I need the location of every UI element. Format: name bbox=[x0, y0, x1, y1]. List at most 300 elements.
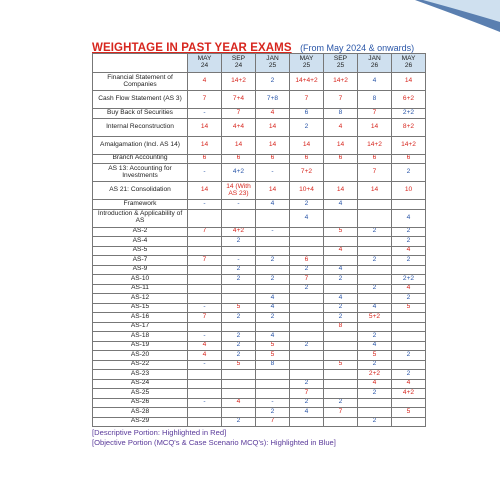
objective-mark: 2 bbox=[304, 398, 309, 406]
weightage-cell bbox=[222, 237, 256, 247]
weightage-cell bbox=[392, 360, 426, 370]
descriptive-mark: 6+2 bbox=[402, 95, 415, 103]
weightage-cell bbox=[188, 398, 222, 408]
descriptive-mark: 6 bbox=[270, 154, 275, 162]
weightage-cell bbox=[358, 275, 392, 285]
objective-mark: 7+8 bbox=[266, 95, 279, 103]
objective-mark: 2 bbox=[406, 293, 411, 301]
descriptive-mark: 5 bbox=[406, 303, 411, 311]
legend-descriptive: [Descriptive Portion: Highlighted in Red] bbox=[92, 428, 227, 437]
column-header-year: 24 bbox=[200, 62, 209, 69]
weightage-cell bbox=[358, 227, 392, 237]
topic-cell: Amalgamation (Incl. AS 14) bbox=[93, 136, 188, 154]
weightage-cell bbox=[358, 303, 392, 313]
weightage-cell bbox=[256, 408, 290, 418]
topic-cell: AS-23 bbox=[93, 370, 188, 380]
table-row bbox=[93, 313, 426, 323]
weightage-cell bbox=[222, 389, 256, 399]
weightage-cell bbox=[358, 332, 392, 342]
weightage-cell bbox=[256, 379, 290, 389]
descriptive-mark: 7 bbox=[304, 95, 309, 103]
objective-mark: 2 bbox=[372, 284, 377, 292]
objective-mark: 4 bbox=[270, 293, 275, 301]
table-row bbox=[93, 294, 426, 304]
table-row bbox=[93, 182, 426, 200]
topic-cell: AS-28 bbox=[93, 408, 188, 418]
weightage-cell bbox=[290, 379, 324, 389]
topic-cell: Financial Statement of Companies bbox=[93, 73, 188, 91]
descriptive-mark: 14 (With AS 23) bbox=[226, 182, 251, 197]
objective-mark: 2 bbox=[236, 265, 241, 273]
objective-mark: - bbox=[203, 303, 206, 311]
topic-cell: Framework bbox=[93, 200, 188, 210]
weightage-cell bbox=[392, 182, 426, 200]
weightage-cell bbox=[290, 200, 324, 210]
objective-mark: 4 bbox=[406, 213, 411, 221]
weightage-cell bbox=[290, 73, 324, 91]
weightage-cell bbox=[358, 322, 392, 332]
weightage-cell bbox=[324, 182, 358, 200]
topic-cell: AS-7 bbox=[93, 256, 188, 266]
objective-mark: 2 bbox=[236, 274, 241, 282]
topic-cell: AS-16 bbox=[93, 313, 188, 323]
weightage-cell bbox=[392, 246, 426, 256]
weightage-cell bbox=[324, 275, 358, 285]
topic-cell: Internal Reconstruction bbox=[93, 118, 188, 136]
weightage-cell bbox=[290, 389, 324, 399]
objective-mark: 2 bbox=[236, 350, 241, 358]
weightage-cell bbox=[392, 351, 426, 361]
objective-mark: 2 bbox=[270, 274, 275, 282]
title-text: WEIGHTAGE IN PAST YEAR EXAMS bbox=[92, 42, 292, 54]
objective-mark: - bbox=[237, 255, 240, 263]
weightage-cell bbox=[188, 284, 222, 294]
objective-mark: 2 bbox=[270, 255, 275, 263]
objective-mark: 8 bbox=[338, 108, 343, 116]
weightage-cell bbox=[256, 370, 290, 380]
weightage-cell bbox=[256, 389, 290, 399]
weightage-cell bbox=[358, 341, 392, 351]
descriptive-mark: 4 bbox=[202, 77, 207, 85]
weightage-cell bbox=[358, 256, 392, 266]
weightage-cell bbox=[358, 154, 392, 164]
table-row bbox=[93, 370, 426, 380]
objective-mark: 2 bbox=[338, 303, 343, 311]
weightage-cell bbox=[222, 303, 256, 313]
topic-cell: Introduction & Applicability of AS bbox=[93, 209, 188, 227]
objective-mark: 4 bbox=[372, 341, 377, 349]
table-row bbox=[93, 246, 426, 256]
column-header-year: 25 bbox=[336, 62, 345, 69]
weightage-cell bbox=[222, 154, 256, 164]
weightage-cell bbox=[256, 322, 290, 332]
subtitle-text: (From May 2024 & onwards) bbox=[300, 43, 415, 53]
table-row bbox=[93, 227, 426, 237]
weightage-cell bbox=[324, 246, 358, 256]
column-header bbox=[222, 54, 256, 73]
topic-cell: AS-5 bbox=[93, 246, 188, 256]
weightage-cell bbox=[358, 209, 392, 227]
weightage-cell bbox=[290, 360, 324, 370]
objective-mark: - bbox=[237, 199, 240, 207]
weightage-cell bbox=[290, 109, 324, 119]
weightage-cell bbox=[358, 182, 392, 200]
weightage-cell bbox=[324, 227, 358, 237]
objective-mark: 2 bbox=[406, 369, 411, 377]
weightage-cell bbox=[290, 91, 324, 109]
table-row bbox=[93, 154, 426, 164]
weightage-cell bbox=[188, 332, 222, 342]
weightage-cell bbox=[324, 256, 358, 266]
objective-mark: 2 bbox=[304, 284, 309, 292]
weightage-cell bbox=[188, 246, 222, 256]
descriptive-mark: 14 bbox=[268, 186, 277, 194]
objective-mark: 2 bbox=[406, 350, 411, 358]
weightage-cell bbox=[188, 313, 222, 323]
objective-mark: 2 bbox=[304, 341, 309, 349]
weightage-cell bbox=[222, 136, 256, 154]
descriptive-mark: 8 bbox=[338, 322, 343, 330]
descriptive-mark: 4 bbox=[406, 284, 411, 292]
weightage-cell bbox=[256, 417, 290, 427]
weightage-cell bbox=[222, 417, 256, 427]
weightage-cell bbox=[188, 154, 222, 164]
weightage-cell bbox=[222, 284, 256, 294]
descriptive-mark: 7 bbox=[304, 274, 309, 282]
objective-mark: 2 bbox=[372, 227, 377, 235]
descriptive-mark: 6 bbox=[236, 154, 241, 162]
weightage-cell bbox=[222, 275, 256, 285]
table-row bbox=[93, 164, 426, 182]
weightage-cell bbox=[392, 265, 426, 275]
weightage-cell bbox=[324, 398, 358, 408]
table-row bbox=[93, 118, 426, 136]
descriptive-mark: 14+2 bbox=[333, 77, 348, 85]
weightage-cell bbox=[290, 351, 324, 361]
table-row bbox=[93, 275, 426, 285]
objective-mark: 4 bbox=[304, 407, 309, 415]
descriptive-mark: 8+2 bbox=[402, 122, 415, 130]
descriptive-mark: 14 bbox=[336, 140, 345, 148]
descriptive-mark: 14 bbox=[370, 186, 379, 194]
objective-mark: - bbox=[203, 108, 206, 116]
weightage-cell bbox=[256, 351, 290, 361]
weightage-cell bbox=[324, 332, 358, 342]
weightage-cell bbox=[358, 398, 392, 408]
descriptive-mark: 14 bbox=[336, 186, 345, 194]
objective-mark: 2 bbox=[406, 255, 411, 263]
objective-mark: 2 bbox=[270, 312, 275, 320]
topic-cell: AS 13: Accounting for Investments bbox=[93, 164, 188, 182]
descriptive-mark: 4+4 bbox=[232, 122, 245, 130]
weightage-cell bbox=[392, 398, 426, 408]
descriptive-mark: 6 bbox=[304, 154, 309, 162]
weightage-cell bbox=[358, 136, 392, 154]
weightage-cell bbox=[324, 136, 358, 154]
weightage-cell bbox=[358, 294, 392, 304]
weightage-cell bbox=[324, 118, 358, 136]
weightage-cell bbox=[222, 91, 256, 109]
weightage-cell bbox=[256, 109, 290, 119]
objective-mark: 2 bbox=[304, 265, 309, 273]
descriptive-mark: 14 bbox=[268, 122, 277, 130]
objective-mark: 2 bbox=[304, 199, 309, 207]
weightage-cell bbox=[256, 209, 290, 227]
weightage-cell bbox=[290, 209, 324, 227]
weightage-cell bbox=[290, 246, 324, 256]
header-corner bbox=[93, 54, 188, 73]
objective-mark: 2 bbox=[236, 312, 241, 320]
column-header bbox=[392, 54, 426, 73]
weightage-cell bbox=[358, 73, 392, 91]
weightage-cell bbox=[256, 360, 290, 370]
column-header bbox=[188, 54, 222, 73]
descriptive-mark: 5 bbox=[338, 360, 343, 368]
topic-cell: AS-26 bbox=[93, 398, 188, 408]
weightage-cell bbox=[392, 379, 426, 389]
weightage-table bbox=[92, 53, 426, 427]
objective-mark: 6 bbox=[304, 108, 309, 116]
weightage-cell bbox=[222, 332, 256, 342]
table-row bbox=[93, 91, 426, 109]
weightage-cell bbox=[222, 182, 256, 200]
descriptive-mark: 4 bbox=[202, 350, 207, 358]
weightage-cell bbox=[290, 265, 324, 275]
descriptive-mark: 14 bbox=[234, 140, 243, 148]
objective-mark: - bbox=[203, 168, 206, 176]
table-row bbox=[93, 408, 426, 418]
descriptive-mark: 14+2 bbox=[367, 140, 382, 148]
column-header-year: 25 bbox=[268, 62, 277, 69]
column-header-year: 26 bbox=[404, 62, 413, 69]
weightage-cell bbox=[256, 118, 290, 136]
weightage-cell bbox=[256, 227, 290, 237]
descriptive-mark: 4 bbox=[338, 122, 343, 130]
weightage-cell bbox=[188, 237, 222, 247]
column-header-month: SEP bbox=[231, 55, 246, 63]
column-header-month: SEP bbox=[333, 55, 348, 63]
weightage-cell bbox=[324, 360, 358, 370]
weightage-cell bbox=[392, 200, 426, 210]
objective-mark: - bbox=[271, 398, 274, 406]
weightage-cell bbox=[256, 265, 290, 275]
weightage-cell bbox=[324, 389, 358, 399]
topic-cell: AS-2 bbox=[93, 227, 188, 237]
weightage-cell bbox=[392, 227, 426, 237]
weightage-cell bbox=[324, 154, 358, 164]
topic-cell: Buy Back of Securities bbox=[93, 109, 188, 119]
topic-cell: AS-29 bbox=[93, 417, 188, 427]
weightage-cell bbox=[222, 200, 256, 210]
weightage-cell bbox=[188, 294, 222, 304]
weightage-cell bbox=[324, 417, 358, 427]
descriptive-mark: 14+2 bbox=[401, 140, 416, 148]
corner-decoration bbox=[415, 0, 500, 32]
table-row bbox=[93, 360, 426, 370]
descriptive-mark: 7 bbox=[372, 108, 377, 116]
weightage-cell bbox=[392, 332, 426, 342]
objective-mark: 4 bbox=[270, 331, 275, 339]
weightage-cell bbox=[324, 370, 358, 380]
weightage-cell bbox=[188, 322, 222, 332]
table-row bbox=[93, 389, 426, 399]
descriptive-mark: 7+4 bbox=[232, 95, 245, 103]
topic-cell: AS-18 bbox=[93, 332, 188, 342]
weightage-cell bbox=[324, 73, 358, 91]
weightage-cell bbox=[256, 154, 290, 164]
weightage-cell bbox=[256, 182, 290, 200]
weightage-cell bbox=[188, 182, 222, 200]
weightage-cell bbox=[358, 379, 392, 389]
weightage-cell bbox=[324, 164, 358, 182]
descriptive-mark: 14 bbox=[404, 77, 413, 85]
objective-mark: 2 bbox=[236, 341, 241, 349]
weightage-cell bbox=[290, 303, 324, 313]
weightage-cell bbox=[222, 209, 256, 227]
objective-mark: 4+2 bbox=[232, 168, 245, 176]
topic-cell: AS-9 bbox=[93, 265, 188, 275]
weightage-cell bbox=[290, 237, 324, 247]
descriptive-mark: 14 bbox=[370, 122, 379, 130]
topic-cell: AS-10 bbox=[93, 275, 188, 285]
topic-cell: AS-11 bbox=[93, 284, 188, 294]
objective-mark: - bbox=[203, 331, 206, 339]
weightage-cell bbox=[324, 209, 358, 227]
weightage-cell bbox=[358, 360, 392, 370]
weightage-cell bbox=[290, 370, 324, 380]
descriptive-mark: 7 bbox=[338, 407, 343, 415]
weightage-cell bbox=[358, 389, 392, 399]
column-header-year: 24 bbox=[234, 62, 243, 69]
weightage-cell bbox=[290, 284, 324, 294]
weightage-cell bbox=[324, 200, 358, 210]
weightage-cell bbox=[290, 398, 324, 408]
weightage-cell bbox=[256, 246, 290, 256]
descriptive-mark: 5 bbox=[270, 341, 275, 349]
objective-mark: 4 bbox=[304, 213, 309, 221]
column-header bbox=[324, 54, 358, 73]
weightage-cell bbox=[188, 209, 222, 227]
weightage-cell bbox=[358, 200, 392, 210]
weightage-cell bbox=[324, 351, 358, 361]
weightage-cell bbox=[222, 408, 256, 418]
table-row bbox=[93, 332, 426, 342]
descriptive-mark: 4 bbox=[202, 341, 207, 349]
topic-cell: AS-15 bbox=[93, 303, 188, 313]
weightage-cell bbox=[290, 164, 324, 182]
table-row bbox=[93, 351, 426, 361]
descriptive-mark: 7 bbox=[304, 388, 309, 396]
weightage-cell bbox=[358, 265, 392, 275]
weightage-cell bbox=[222, 109, 256, 119]
objective-mark: 4 bbox=[372, 77, 377, 85]
weightage-cell bbox=[392, 118, 426, 136]
descriptive-mark: 14 bbox=[200, 122, 209, 130]
objective-mark: - bbox=[271, 168, 274, 176]
weightage-cell bbox=[188, 341, 222, 351]
weightage-cell bbox=[188, 275, 222, 285]
descriptive-mark: 14+4+2 bbox=[295, 77, 318, 85]
weightage-cell bbox=[256, 275, 290, 285]
topic-cell: AS-22 bbox=[93, 360, 188, 370]
objective-mark: 2 bbox=[236, 331, 241, 339]
weightage-cell bbox=[358, 351, 392, 361]
weightage-cell bbox=[324, 284, 358, 294]
weightage-cell bbox=[222, 164, 256, 182]
weightage-cell bbox=[256, 398, 290, 408]
column-header-month: MAY bbox=[197, 55, 212, 63]
weightage-cell bbox=[392, 389, 426, 399]
column-header bbox=[358, 54, 392, 73]
objective-mark: 2 bbox=[270, 407, 275, 415]
weightage-cell bbox=[324, 313, 358, 323]
weightage-cell bbox=[324, 408, 358, 418]
column-header-month: MAY bbox=[401, 55, 416, 63]
weightage-cell bbox=[290, 408, 324, 418]
objective-mark: 2 bbox=[270, 77, 275, 85]
objective-mark: - bbox=[203, 199, 206, 207]
objective-mark: 2 bbox=[372, 255, 377, 263]
objective-mark: 4 bbox=[372, 303, 377, 311]
weightage-cell bbox=[358, 284, 392, 294]
descriptive-mark: 4 bbox=[270, 108, 275, 116]
objective-mark: 2+2 bbox=[402, 108, 415, 116]
weightage-cell bbox=[392, 109, 426, 119]
weightage-cell bbox=[358, 246, 392, 256]
topic-cell: AS-12 bbox=[93, 294, 188, 304]
weightage-cell bbox=[188, 389, 222, 399]
descriptive-mark: 5 bbox=[236, 303, 241, 311]
weightage-cell bbox=[188, 109, 222, 119]
weightage-cell bbox=[392, 154, 426, 164]
objective-mark: 2 bbox=[338, 274, 343, 282]
weightage-cell bbox=[188, 73, 222, 91]
weightage-cell bbox=[290, 275, 324, 285]
descriptive-mark: 4 bbox=[236, 398, 241, 406]
weightage-cell bbox=[324, 265, 358, 275]
weightage-cell bbox=[256, 91, 290, 109]
topic-cell: AS-4 bbox=[93, 237, 188, 247]
weightage-cell bbox=[188, 91, 222, 109]
objective-mark: 2 bbox=[338, 398, 343, 406]
objective-mark: 4 bbox=[270, 199, 275, 207]
objective-mark: 2 bbox=[372, 417, 377, 425]
weightage-cell bbox=[256, 73, 290, 91]
weightage-cell bbox=[324, 303, 358, 313]
descriptive-mark: 7 bbox=[202, 255, 207, 263]
column-header-month: MAY bbox=[299, 55, 314, 63]
objective-mark: 2 bbox=[372, 388, 377, 396]
weightage-cell bbox=[256, 164, 290, 182]
weightage-cell bbox=[392, 256, 426, 266]
weightage-cell bbox=[392, 417, 426, 427]
weightage-cell bbox=[358, 109, 392, 119]
weightage-cell bbox=[324, 341, 358, 351]
weightage-cell bbox=[222, 370, 256, 380]
table-row bbox=[93, 256, 426, 266]
weightage-cell bbox=[256, 303, 290, 313]
topic-cell: AS-24 bbox=[93, 379, 188, 389]
weightage-cell bbox=[256, 313, 290, 323]
column-header bbox=[256, 54, 290, 73]
descriptive-mark: 14 bbox=[268, 140, 277, 148]
weightage-cell bbox=[392, 408, 426, 418]
objective-mark: 2 bbox=[236, 236, 241, 244]
weightage-cell bbox=[358, 118, 392, 136]
objective-mark: 2+2 bbox=[402, 274, 415, 282]
weightage-cell bbox=[188, 200, 222, 210]
descriptive-mark: 4+2 bbox=[232, 227, 245, 235]
